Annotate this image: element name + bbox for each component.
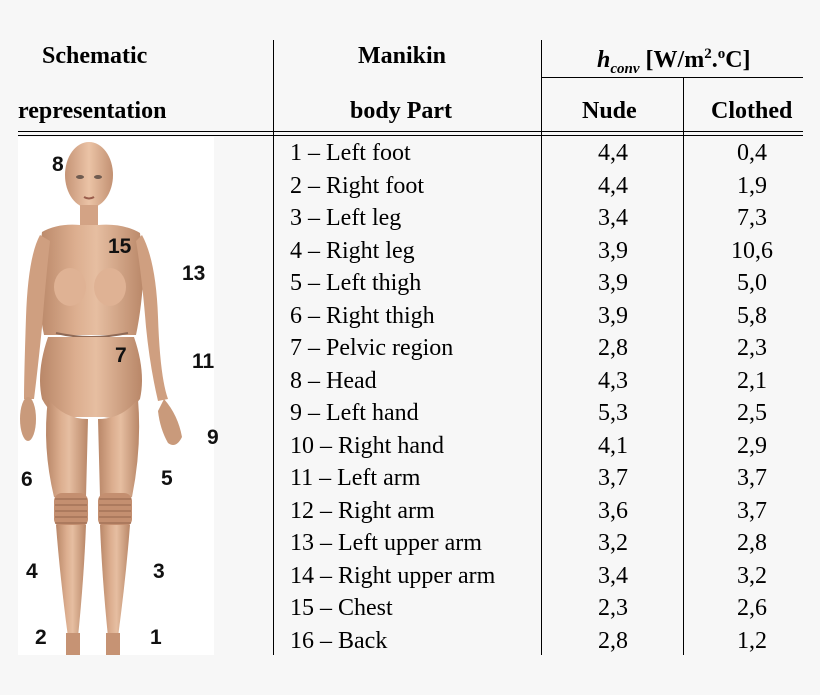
- table-row: [274, 365, 820, 398]
- figure-label-13: 13: [182, 262, 206, 285]
- hconv-unit-degree: o: [717, 46, 726, 62]
- figure-label-3: 3: [153, 560, 165, 583]
- header-nude: Nude: [582, 98, 637, 124]
- cell-body-part: 8 – Head: [290, 367, 377, 394]
- manikin-illustration: [18, 137, 214, 655]
- table-row: [274, 430, 820, 463]
- table-row: [274, 202, 820, 235]
- cell-body-part: 2 – Right foot: [290, 172, 425, 199]
- hconv-unit-post: C]: [725, 47, 751, 73]
- cell-nude: 2,8: [598, 335, 628, 361]
- hconv-subscript: conv: [610, 60, 640, 77]
- cell-clothed: 2,3: [737, 335, 767, 361]
- figure-label-4: 4: [26, 560, 38, 583]
- cell-nude: 3,7: [598, 465, 628, 491]
- table-row: [274, 332, 820, 365]
- cell-nude: 3,2: [598, 530, 628, 556]
- cell-clothed: 5,0: [737, 270, 767, 296]
- cell-clothed: 10,6: [731, 237, 773, 264]
- figure-label-9: 9: [207, 426, 219, 449]
- hconv-symbol: h: [597, 47, 611, 73]
- figure-label-11: 11: [192, 350, 215, 373]
- cell-body-part: 1 – Left foot: [290, 140, 411, 166]
- table-row: [274, 137, 820, 170]
- cell-body-part: 5 – Left thigh: [290, 270, 422, 296]
- cell-nude: 3,4: [598, 562, 628, 589]
- cell-body-part: 11 – Left arm: [290, 465, 421, 491]
- cell-clothed: 3,7: [737, 497, 767, 524]
- cell-nude: 3,9: [598, 270, 628, 296]
- cell-nude: 2,8: [598, 627, 628, 654]
- cell-nude: 3,6: [598, 497, 628, 524]
- table-row: [274, 625, 820, 658]
- cell-nude: 4,4: [598, 172, 628, 199]
- table-row: [274, 495, 820, 528]
- cell-nude: 4,4: [598, 140, 628, 166]
- figure-label-5: 5: [161, 467, 173, 490]
- cell-clothed: 2,9: [737, 432, 767, 459]
- cell-nude: 2,3: [598, 595, 628, 621]
- cell-body-part: 15 – Chest: [290, 595, 393, 621]
- header-manikin-line1: Manikin: [358, 43, 447, 69]
- cell-nude: 3,4: [598, 205, 628, 231]
- cell-body-part: 10 – Right hand: [290, 432, 444, 459]
- cell-nude: 3,9: [598, 237, 628, 264]
- cell-clothed: 7,3: [737, 205, 767, 231]
- cell-clothed: 5,8: [737, 302, 767, 329]
- cell-clothed: 2,1: [737, 367, 767, 394]
- cell-body-part: 16 – Back: [290, 627, 388, 654]
- cell-nude: 5,3: [598, 400, 628, 426]
- table-row: [274, 300, 820, 333]
- cell-clothed: 3,2: [737, 562, 767, 589]
- table-body: [274, 137, 820, 657]
- header-schematic-line1: Schematic: [42, 43, 148, 69]
- hconv-unit-sup: 2: [704, 46, 712, 62]
- cell-body-part: 7 – Pelvic region: [290, 335, 454, 361]
- cell-body-part: 13 – Left upper arm: [290, 530, 482, 556]
- cell-body-part: 3 – Left leg: [290, 205, 402, 231]
- header-double-rule-bottom: [18, 135, 803, 136]
- manikin-figure: [18, 137, 214, 655]
- cell-body-part: 12 – Right arm: [290, 497, 435, 524]
- header-double-rule-top: [18, 131, 803, 132]
- table-row: [274, 527, 820, 560]
- figure-label-6: 6: [21, 468, 33, 491]
- figure-label-8: 8: [52, 153, 64, 176]
- cell-nude: 4,3: [598, 367, 628, 394]
- cell-body-part: 9 – Left hand: [290, 400, 419, 426]
- cell-clothed: 2,5: [737, 400, 767, 426]
- figure-label-1: 1: [150, 626, 162, 649]
- cell-clothed: 2,8: [737, 530, 767, 556]
- cell-nude: 3,9: [598, 302, 628, 329]
- cell-clothed: 3,7: [737, 465, 767, 491]
- header-manikin-line2: body Part: [350, 98, 452, 124]
- header-subrule: [541, 77, 803, 78]
- figure-label-7: 7: [115, 344, 127, 367]
- table-row: [274, 267, 820, 300]
- header-schematic-line2: representation: [18, 98, 167, 124]
- header-clothed: Clothed: [711, 98, 793, 124]
- cell-nude: 4,1: [598, 432, 628, 459]
- table-row: [274, 462, 820, 495]
- table-row: [274, 235, 820, 268]
- figure-label-2: 2: [35, 626, 47, 649]
- cell-clothed: 2,6: [737, 595, 767, 621]
- table-row: [274, 170, 820, 203]
- cell-clothed: 1,2: [737, 627, 767, 654]
- cell-body-part: 4 – Right leg: [290, 237, 415, 264]
- cell-clothed: 1,9: [737, 172, 767, 199]
- table-row: [274, 397, 820, 430]
- table-row: [274, 592, 820, 625]
- hconv-unit-mid: .: [711, 47, 718, 73]
- cell-body-part: 6 – Right thigh: [290, 302, 435, 329]
- cell-clothed: 0,4: [737, 140, 767, 166]
- cell-body-part: 14 – Right upper arm: [290, 562, 496, 589]
- figure-label-15: 15: [108, 235, 132, 258]
- table-row: [274, 560, 820, 593]
- hconv-unit-pre: [W/m: [639, 47, 705, 73]
